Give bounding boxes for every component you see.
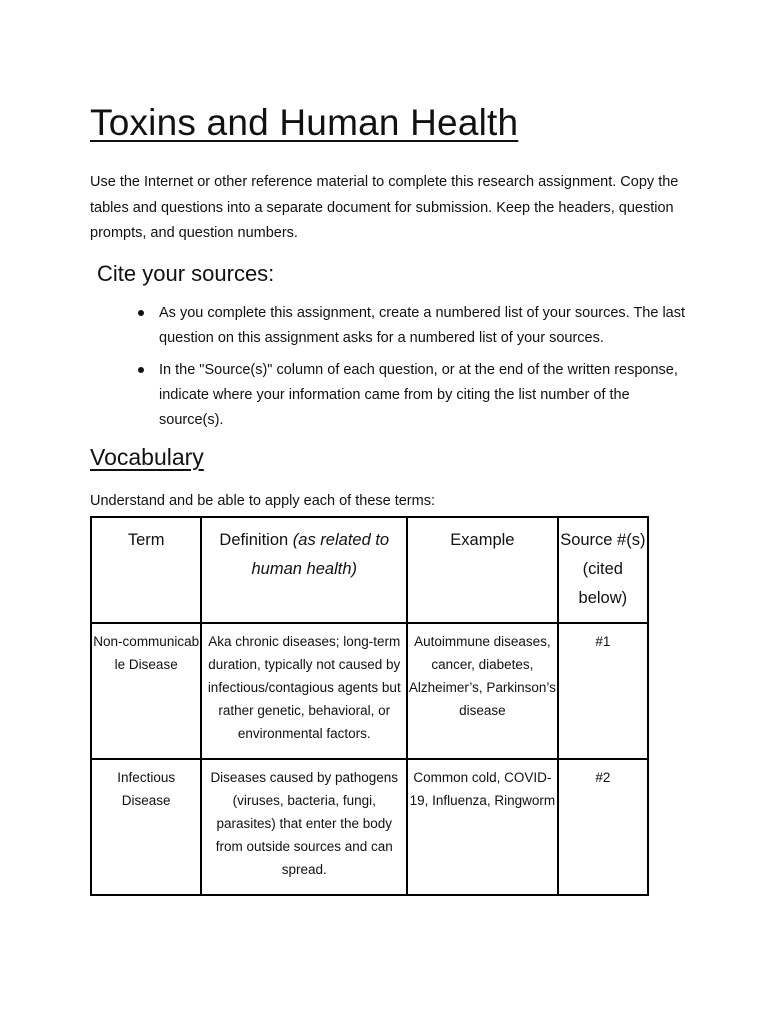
table-header-row [91,517,648,623]
vocabulary-table [90,516,649,896]
cell-example: Autoimmune diseases, cancer, diabetes, Alzheimer’s, Parkinson’s disease [407,623,558,759]
bullet-dot-icon [138,310,144,316]
cell-definition: Aka chronic diseases; long-term duration, typically not caused by infectious/contagious agents but rather genetic, behavioral, or environmental factors. [201,623,407,759]
header-example: Example [407,517,558,623]
list-item [90,301,690,351]
cell-term: Infectious Disease [91,759,201,895]
header-term: Term [91,517,201,623]
bullet-dot-icon [138,367,144,373]
document-title: Toxins and Human Health [90,102,519,143]
table-row [91,759,648,895]
bullet-text-emphasis: create a numbered list of your sources [379,304,626,321]
bullet-text: In the "Source(s)" column of each question, or at the end of the written response, indicate where your information came from by citing the list number of the source(s). [159,361,678,428]
bullet-text-prefix: As you complete this assignment, [159,304,380,321]
vocabulary-intro: Understand and be able to apply each of these terms: [90,492,435,509]
header-definition-label: Definition [219,531,289,549]
cell-definition: Diseases caused by pathogens (viruses, bacteria, fungi, parasites) that enter the body from outside sources and can spread. [201,759,407,895]
cite-sources-list [90,301,690,433]
cell-source: #2 [558,759,648,895]
header-definition [201,517,407,623]
vocabulary-heading: Vocabulary [90,443,204,470]
cite-sources-heading: Cite your sources: [97,260,275,286]
header-source: Source #(s) (cited below) [558,517,648,623]
cell-example: Common cold, COVID-19, Influenza, Ringworm [407,759,558,895]
intro-paragraph: Use the Internet or other reference material to complete this research assignment. Copy the tables and questions into a separate document for submission. Keep the headers, question prompts, and question numbers. [90,174,679,241]
table-row [91,623,648,759]
cell-source: #1 [558,623,648,759]
bullet-text-suffix: . The last question on this assignment asks for a numbered list of your sources. [159,304,686,346]
header-definition-note: (as related to human health) [251,531,390,578]
document-page [90,96,690,511]
list-item [90,358,690,433]
cell-term: Non-communicable Disease [91,623,201,759]
